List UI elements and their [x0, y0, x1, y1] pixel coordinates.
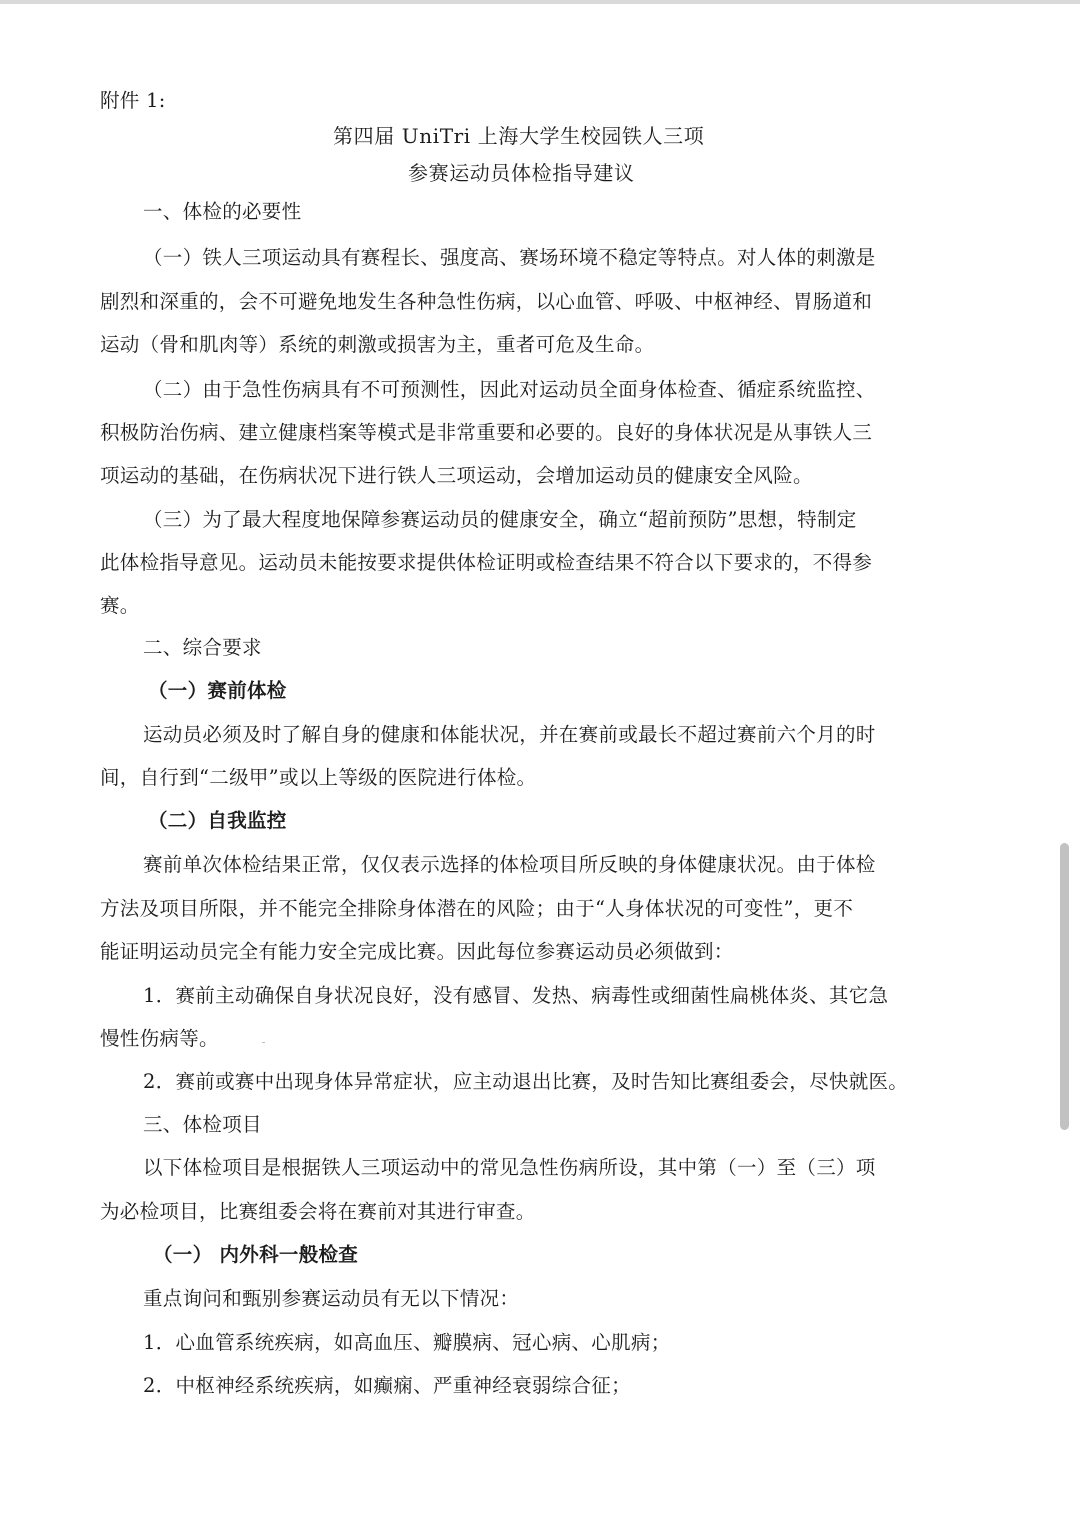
section1-heading: 一、体检的必要性: [143, 200, 302, 223]
s2-sub2-line3: 能证明运动员完全有能力安全完成比赛。因此每位参赛运动员必须做到：: [100, 940, 734, 963]
s3-item1: 1．心血管系统疾病，如高血压、瓣膜病、冠心病、心肌病；: [143, 1331, 671, 1354]
s1-p3-line3: 赛。: [100, 594, 140, 617]
s2-sub2-line1: 赛前单次体检结果正常，仅仅表示选择的体检项目所反映的身体健康状况。由于体检: [143, 853, 876, 876]
vertical-scrollbar-thumb[interactable]: [1060, 843, 1069, 1130]
scan-speck: [262, 1042, 265, 1043]
s3-sub1-heading: （一） 内外科一般检查: [153, 1243, 359, 1266]
document-title-line1: 第四届 UniTri 上海大学生校园铁人三项: [333, 124, 705, 148]
s1-p2-line3: 项运动的基础，在伤病状况下进行铁人三项运动，会增加运动员的健康安全风险。: [100, 464, 813, 487]
s2-sub2-heading: （二）自我监控: [148, 809, 287, 832]
s3-sub1-intro: 重点询问和甄别参赛运动员有无以下情况：: [143, 1287, 520, 1310]
s1-p1-line1: （一）铁人三项运动具有赛程长、强度高、赛场环境不稳定等特点。对人体的刺激是: [143, 246, 876, 269]
s1-p2-line1: （二）由于急性伤病具有不可预测性，因此对运动员全面身体检查、循症系统监控、: [143, 378, 876, 401]
attachment-label: 附件 1:: [100, 89, 166, 112]
s3-intro-line1: 以下体检项目是根据铁人三项运动中的常见急性伤病所设，其中第（一）至（三）项: [143, 1156, 876, 1179]
s1-p3-line2: 此体检指导意见。运动员未能按要求提供体检证明或检查结果不符合以下要求的，不得参: [100, 551, 873, 574]
section2-heading: 二、综合要求: [143, 636, 262, 659]
s2-item2: 2．赛前或赛中出现身体异常症状，应主动退出比赛，及时告知比赛组委会，尽快就医。: [143, 1070, 909, 1093]
s3-intro-line2: 为必检项目，比赛组委会将在赛前对其进行审查。: [100, 1200, 536, 1223]
s2-sub1-line1: 运动员必须及时了解自身的健康和体能状况，并在赛前或最长不超过赛前六个月的时: [143, 723, 876, 746]
section3-heading: 三、体检项目: [143, 1113, 262, 1136]
s2-sub1-line2: 间，自行到“二级甲”或以上等级的医院进行体检。: [100, 766, 537, 789]
document-title-line2: 参赛运动员体检指导建议: [408, 161, 635, 185]
s2-sub1-heading: （一）赛前体检: [148, 679, 287, 702]
s2-item1-line2: 慢性伤病等。: [100, 1027, 219, 1050]
s3-item2: 2．中枢神经系统疾病，如癫痫、严重神经衰弱综合征；: [143, 1374, 631, 1397]
s1-p3-line1: （三）为了最大程度地保障参赛运动员的健康安全，确立“超前预防”思想，特制定: [143, 508, 857, 531]
s2-sub2-line2: 方法及项目所限，并不能完全排除身体潜在的风险；由于“人身体状况的可变性”，更不: [100, 897, 854, 920]
s1-p1-line3: 运动（骨和肌肉等）系统的刺激或损害为主，重者可危及生命。: [100, 333, 655, 356]
s2-item1-line1: 1．赛前主动确保自身状况良好，没有感冒、发热、病毒性或细菌性扁桃体炎、其它急: [143, 984, 889, 1007]
s1-p1-line2: 剧烈和深重的，会不可避免地发生各种急性伤病，以心血管、呼吸、中枢神经、胃肠道和: [100, 290, 873, 313]
s1-p2-line2: 积极防治伤病、建立健康档案等模式是非常重要和必要的。良好的身体状况是从事铁人三: [100, 421, 873, 444]
